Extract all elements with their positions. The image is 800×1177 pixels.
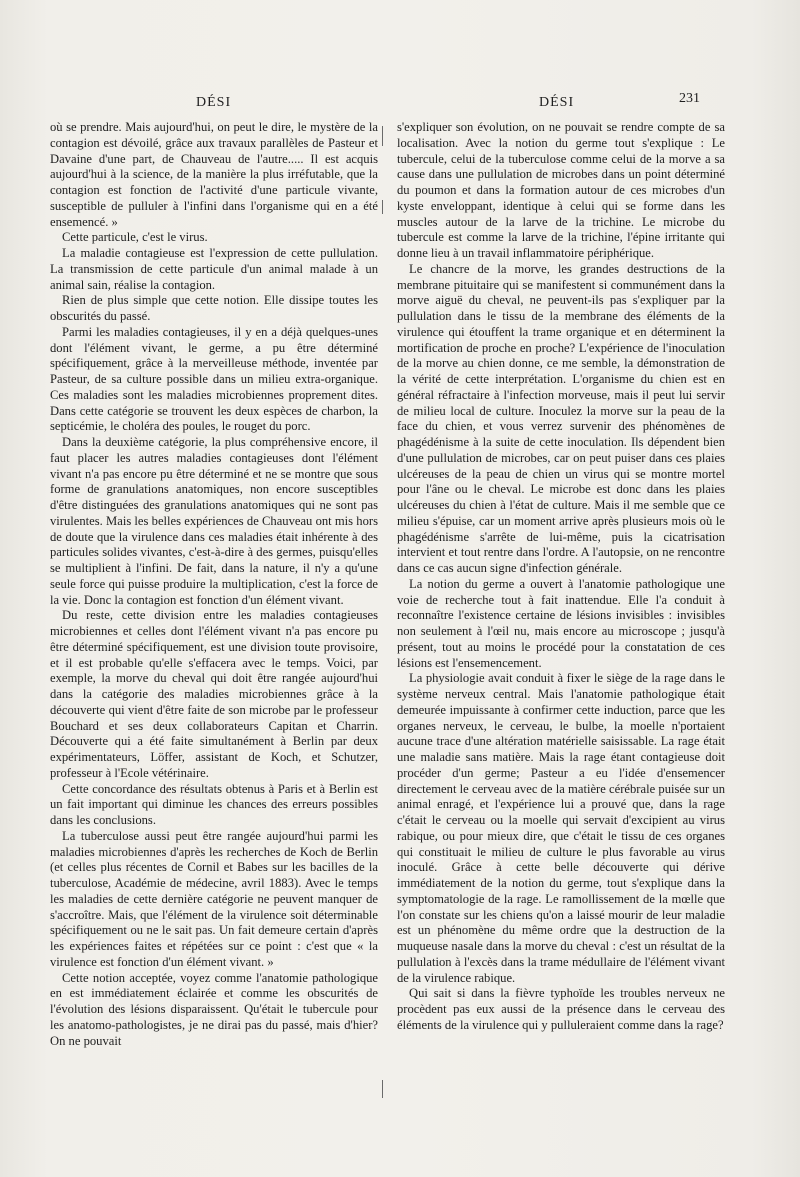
column-rule-mark <box>382 1080 383 1098</box>
running-head-left: DÉSI <box>196 95 232 110</box>
paragraph: Qui sait si dans la fièvre typhoïde les troubles nerveux ne procèdent pas eux aussi de la présence dans le cerveau des éléments de la virulence qui y pulluleraient comme dans la rage? <box>397 986 725 1032</box>
paragraph: Rien de plus simple que cette notion. Elle dissipe toutes les obscurités du passé. <box>50 293 378 323</box>
text-column-right <box>397 120 725 1034</box>
paragraph: Cette particule, c'est le virus. <box>62 230 208 245</box>
paragraph: où se prendre. Mais aujourd'hui, on peut le dire, le mystère de la contagion est dévoilé, grâce aux travaux parallèles de Pasteur et Davaine d'une part, de Chauveau de l'autre..... Il est acquis aujourd'hui à la science, de la manière la plus irréfutable, que la contagion est fonction de l'activité d'une particule vivante, susceptible de pulluler à l'infini dans l'organisme qui en a été ensemencé. » <box>50 120 378 229</box>
column-rule-mark <box>382 126 383 146</box>
paragraph: Parmi les maladies contagieuses, il y en a déjà quelques-unes dont l'élément vivant, le germe, a pu être déterminé spécifiquement, grâce à la merveilleuse méthode, inventée par Pasteur, de sa culture possible dans un milieu extra-organique. Ces maladies sont les maladies microbiennes proprement dites. Dans cette catégorie se trouvent les deux espèces de charbon, la septicémie, le choléra des poules, le rouget du porc. <box>50 324 378 434</box>
paragraph: Du reste, cette division entre les maladies contagieuses microbiennes et celles dont l'élément vivant n'a pas encore pu être déterminé spécifiquement, est une division toute provisoire, et il est probable qu'elle s'effacera avec le temps. Voici, par exemple, la morve du cheval qui doit être rangée aujourd'hui dans la catégorie des maladies microbiennes grâce à la découverte qui vient d'être faite de son microbe par le professeur Bouchard et ses deux collaborateurs Capitan et Charrin. Découverte qui a été faite simultanément à Berlin par deux expérimentateurs, Löffer, assistant de Koch, et Schutzer, professeur à l'Ecole vétérinaire. <box>50 608 378 780</box>
paragraph: La physiologie avait conduit à fixer le siège de la rage dans le système nerveux central. Mais l'anatomie pathologique était demeurée impuissante à confirmer cette induction, parce que les organes nerveux, le cerveau, le bulbe, la moelle n'portaient aucune trace d'une altération matérielle saisissable. La rage était une maladie sans matière. Mais la rage étant contagieuse doit procéder d'un germe; Pasteur a eu l'idée d'ensemencer directement le cerveau avec de la matière cérébrale puisée sur un animal enragé, et l'expérience lui a prouvé que, dans la rage c'était le cerveau ou la moelle qui servait d'excipient au virus rabique, ou pour mieux dire, que c'était le tissu de ces organes qui constituait le milieu de culture le plus favorable au virus inoculé. Grâce à cette belle découverte qui dérive immédiatement de la notion du germe, tout s'explique dans la symptomatologie de la rage. Le ramollissement de la mœlle que l'on constate sur les chiens qu'on a laissé mourir de leur maladie est un phénomène du même ordre que la destruction de la muqueuse nasale dans la morve du cheval : c'est un résultat de la pullulation à l'excès dans la trame médullaire de l'élément vivant de la virulence rabique. <box>397 671 725 985</box>
paragraph: La notion du germe a ouvert à l'anatomie pathologique une voie de recherche tout à fait inattendue. Elle l'a conduit à reconnaître l'existence certaine de lésions invisibles : invisibles non seulement à l'œil nu, mais encore au microscope ; jusqu'à présent, tout au moins le procédé pour la constatation de ces lésions est l'ensemencement. <box>397 576 725 670</box>
column-rule-mark <box>382 200 383 214</box>
paragraph: Cette notion acceptée, voyez comme l'anatomie pathologique en est immédiatement éclairée et comme les obscurités de l'évolution des lésions disparaissent. Qu'était le tubercule pour les anatomo-pathologistes, je ne dirai pas du passé, mais d'hier? On ne pouvait <box>50 970 378 1048</box>
paragraph: Cette concordance des résultats obtenus à Paris et à Berlin est un fait important qui diminue les chances des erreurs possibles dans les conclusions. <box>50 781 378 827</box>
paragraph: Dans la deuxième catégorie, la plus compréhensive encore, il faut placer les autres maladies contagieuses dont l'élément vivant n'a pas encore pu être déterminé et ne se montre que sous forme de granulations anatomiques, non encore susceptibles d'être distinguées des granulations anatomiques qui ne sont pas virulentes. Mais les belles expériences de Chauveau ont mis hors de doute que la virulence dans ces maladies était inhérente à des particules solides vivantes, c'est-à-dire à des germes, puisqu'elles se multiplient à l'infini. De fait, dans la nature, il n'y a qu'une seule force qui puisse produire la multiplication, c'est la force de la vie. Donc la contagion est fonction d'un élément vivant. <box>50 435 378 607</box>
paragraph: La tuberculose aussi peut être rangée aujourd'hui parmi les maladies microbiennes d'après les recherches de Koch de Berlin (et celles plus récentes de Cornil et Babes sur les bacilles de la tuberculose, Académie de médecine, avril 1883). Avec le temps les maladies de cette dernière catégorie ne peuvent manquer de s'accroître. Mais, que l'élément de la virulence soit déterminable spécifiquement ou ne le sait pas. Un fait demeure certain d'après les expériences faites et répétées sur ce point : c'est que « la virulence est fonction d'un élément vivant. » <box>50 828 378 969</box>
paragraph: La maladie contagieuse est l'expression de cette pullulation. La transmission de cette particule d'un animal malade à un animal sain, réalise la contagion. <box>50 246 378 292</box>
running-head-right: DÉSI <box>539 95 575 110</box>
paragraph: Le chancre de la morve, les grandes destructions de la membrane pituitaire qui se manifestent si communément dans la morve aiguë du cheval, ne peuvent-ils pas s'expliquer par la pullulation dans le tissu de la membrane des éléments de la virulence qui étouffent la trame organique et en déterminent la mortification de proche en proche? L'expérience de l'inoculation de la morve au chien donne, ce me semble, la démonstration de la vérité de cette interprétation. L'organisme du chien est en général réfractaire à l'infection morveuse, mais il peut lui servir de milieu local de culture. Inoculez la morve sur la peau de la face du chien, et vous verrez survenir des phénomènes de phagédénisme à la suite de cette inoculation. Ils dépendent bien d'une pullulation de microbes, car on peut puiser dans ces plaies ulcéreuses de la peau de chien un virus qui se montre mortel pour l'âne ou le cheval. Le microbe est donc dans les plaies ulcéreuses du chien à l'état de culture. Mais il me semble que ce milieu s'épuise, car un moment arrive après plusieurs mois où le phagédénisme s'arrête de lui-même, puis la cicatrisation intervient et tout rentre dans l'ordre. A l'autopsie, on ne rencontre dans ce cas aucun signe d'infection générale. <box>397 261 725 575</box>
text-column-left <box>50 120 378 1049</box>
page-number: 231 <box>679 91 700 106</box>
paragraph: s'expliquer son évolution, on ne pouvait se rendre compte de sa localisation. Avec la notion du germe tout s'explique : Le tubercule, celui de la tuberculose comme celui de la morve a sa cause dans une pullulation de microbes dans un point déterminé du poumon et dans la formation autour de ces microbes d'un kyste enveloppant, identique à celui qui se forme dans les muscles autour de la larve de la trichine. Le microbe du tubercule est comme la larve de la trichine, l'épine irritante qui donne lieu à un travail inflammatoire périphérique. <box>397 120 725 260</box>
